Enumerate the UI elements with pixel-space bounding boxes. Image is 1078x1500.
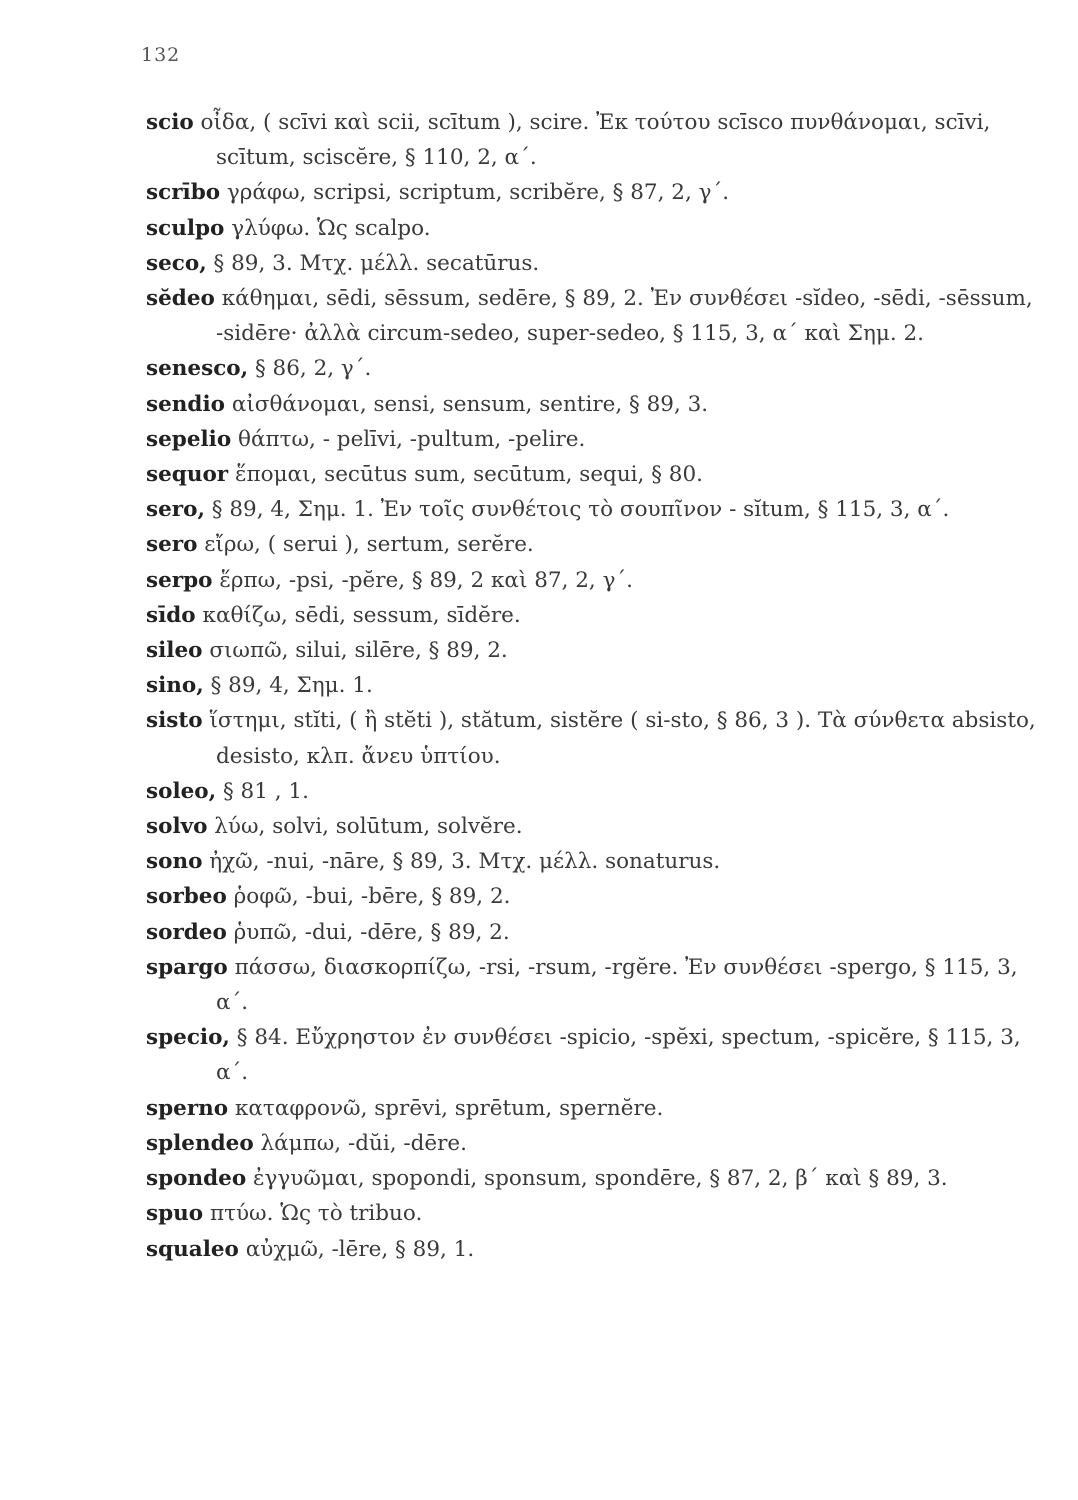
dictionary-entry [146, 633, 1046, 668]
entry-text: ἐγγυῶμαι, spopondi, sponsum, spondēre, § 87, 2, β΄ καὶ § 89, 3. [253, 1166, 948, 1192]
dictionary-entry [146, 105, 1046, 175]
entry-text: § 89, 3. Μτχ. μέλλ. secatūrus. [213, 250, 540, 276]
entry-lemma: sĕdeo [146, 286, 215, 312]
dictionary-entry [146, 915, 1046, 950]
entry-text: § 84. Εὔχρηστον ἐν συνθέσει -spicio, -spĕxi, spectum, -spicĕre, § 115, 3, α΄. [216, 1025, 1021, 1086]
entry-lemma: sordeo [146, 919, 227, 945]
entry-lemma: scio [146, 110, 194, 135]
entry-text: αὐχμῶ, -lēre, § 89, 1. [245, 1236, 475, 1262]
dictionary-entry [146, 879, 1046, 914]
entry-lemma: solvo [146, 814, 208, 840]
entry-lemma: sisto [146, 708, 203, 734]
entry-lemma: sendio [146, 391, 225, 417]
dictionary-entry [146, 211, 1046, 246]
entry-lemma: sino, [146, 673, 204, 699]
entry-text: λάμπω, -dŭi, -dēre. [260, 1130, 467, 1156]
dictionary-entry [146, 668, 1046, 703]
entry-lemma: sero [146, 532, 198, 558]
entry-lemma: senesco, [146, 356, 249, 382]
entry-lemma: squaleo [146, 1236, 239, 1262]
dictionary-entry [146, 950, 1046, 1020]
entry-lemma: sepelio [146, 426, 232, 452]
dictionary-entry [146, 563, 1046, 598]
entry-text: ἕπομαι, secūtus sum, secūtum, sequi, § 80. [234, 462, 703, 488]
entry-text: ἵστημι, stĭti, ( ἢ stĕti ), stătum, sistĕre ( si-sto, § 86, 3 ). Τὰ σύνθετα absisto, desisto, κλπ. ἄνευ ὑπτίου. [209, 708, 1036, 769]
dictionary-entry [146, 809, 1046, 844]
entry-lemma: sīdo [146, 602, 196, 628]
entry-text: λύω, solvi, solūtum, solvĕre. [214, 814, 523, 840]
entry-text: ἕρπω, -psi, -pĕre, § 89, 2 καὶ 87, 2, γ΄. [219, 567, 634, 593]
entry-text: εἴρω, ( serui ), sertum, serĕre. [204, 532, 534, 558]
entry-lemma: sono [146, 849, 203, 875]
entry-text: § 89, 4, Σημ. 1. Ἐν τοῖς συνθέτοις τὸ σουπῖνον - sĭtum, § 115, 3, α΄. [211, 497, 950, 523]
entry-lemma: seco, [146, 250, 207, 276]
entry-text: αἰσθάνομαι, sensi, sensum, sentire, § 89, 3. [231, 391, 709, 417]
page-number: 132 [141, 44, 181, 66]
entry-text: πτύω. Ὡς τὸ tribuo. [209, 1201, 423, 1227]
entry-text: καταφρονῶ, sprēvi, sprētum, spernĕre. [234, 1095, 664, 1121]
entry-lemma: scrībo [146, 180, 221, 206]
entry-text: § 86, 2, γ΄. [254, 356, 372, 382]
entry-lemma: spargo [146, 954, 228, 980]
dictionary-entry [146, 246, 1046, 281]
dictionary-entry [146, 598, 1046, 633]
entry-text: § 81 , 1. [222, 778, 309, 804]
entry-text: κάθημαι, sēdi, sēssum, sedēre, § 89, 2. Ἐν συνθέσει -sĭdeo, -sēdi, -sēssum, -sidēre· ἀλλὰ circum-sedeo, super-sedeo, § 115, 3, α΄ καὶ Σημ. 2. [216, 286, 1033, 347]
entry-lemma: soleo, [146, 778, 217, 804]
entry-lemma: sileo [146, 638, 203, 664]
dictionary-entry [146, 1196, 1046, 1231]
dictionary-entry [146, 774, 1046, 809]
entry-text: γράφω, scripsi, scriptum, scribĕre, § 87, 2, γ΄. [226, 180, 730, 206]
entry-lemma: sculpo [146, 215, 225, 241]
entry-lemma: specio, [146, 1025, 230, 1051]
entry-text: ἠχῶ, -nui, -nāre, § 89, 3. Μτχ. μέλλ. sonaturus. [209, 849, 721, 875]
entry-text: γλύφω. Ὡς scalpo. [231, 215, 431, 241]
entry-lemma: sperno [146, 1095, 229, 1121]
entry-text: § 89, 4, Σημ. 1. [210, 673, 373, 699]
dictionary-entry [146, 351, 1046, 386]
entry-text: ῥοφῶ, -bui, -bēre, § 89, 2. [233, 884, 511, 910]
entry-text: θάπτω, - pelīvi, -pultum, -pelire. [238, 426, 586, 452]
dictionary-entry [146, 703, 1046, 773]
entry-text: σιωπῶ, silui, silēre, § 89, 2. [209, 638, 508, 664]
entry-lemma: spondeo [146, 1166, 247, 1192]
entry-text: ῥυπῶ, -dui, -dēre, § 89, 2. [233, 919, 510, 945]
dictionary-entry [146, 281, 1046, 351]
dictionary-entry [146, 527, 1046, 562]
entry-lemma: splendeo [146, 1130, 254, 1156]
dictionary-entry [146, 844, 1046, 879]
entry-list [146, 105, 1046, 1267]
entry-text: καθίζω, sēdi, sessum, sīdĕre. [202, 602, 521, 628]
entry-lemma: spuo [146, 1201, 204, 1227]
entry-text: οἶδα, ( scīvi καὶ scii, scītum ), scire. Ἐκ τούτου scīsco πυνθάνομαι, scīvi, scītum, sciscĕre, § 110, 2, α΄. [200, 110, 991, 171]
entry-lemma: serpo [146, 567, 213, 593]
dictionary-entry [146, 1091, 1046, 1126]
dictionary-entry [146, 457, 1046, 492]
dictionary-entry [146, 1161, 1046, 1196]
dictionary-entry [146, 1232, 1046, 1267]
dictionary-entry [146, 387, 1046, 422]
dictionary-entry [146, 175, 1046, 210]
dictionary-entry [146, 1020, 1046, 1090]
dictionary-entry [146, 1126, 1046, 1161]
entry-text: πάσσω, διασκορπίζω, -rsi, -rsum, -rgĕre. Ἐν συνθέσει -spergo, § 115, 3, α΄. [216, 954, 1018, 1016]
entry-lemma: sero, [146, 497, 205, 523]
dictionary-entry [146, 492, 1046, 527]
entry-lemma: sorbeo [146, 884, 227, 910]
entry-lemma: sequor [146, 462, 229, 488]
dictionary-entry [146, 422, 1046, 457]
